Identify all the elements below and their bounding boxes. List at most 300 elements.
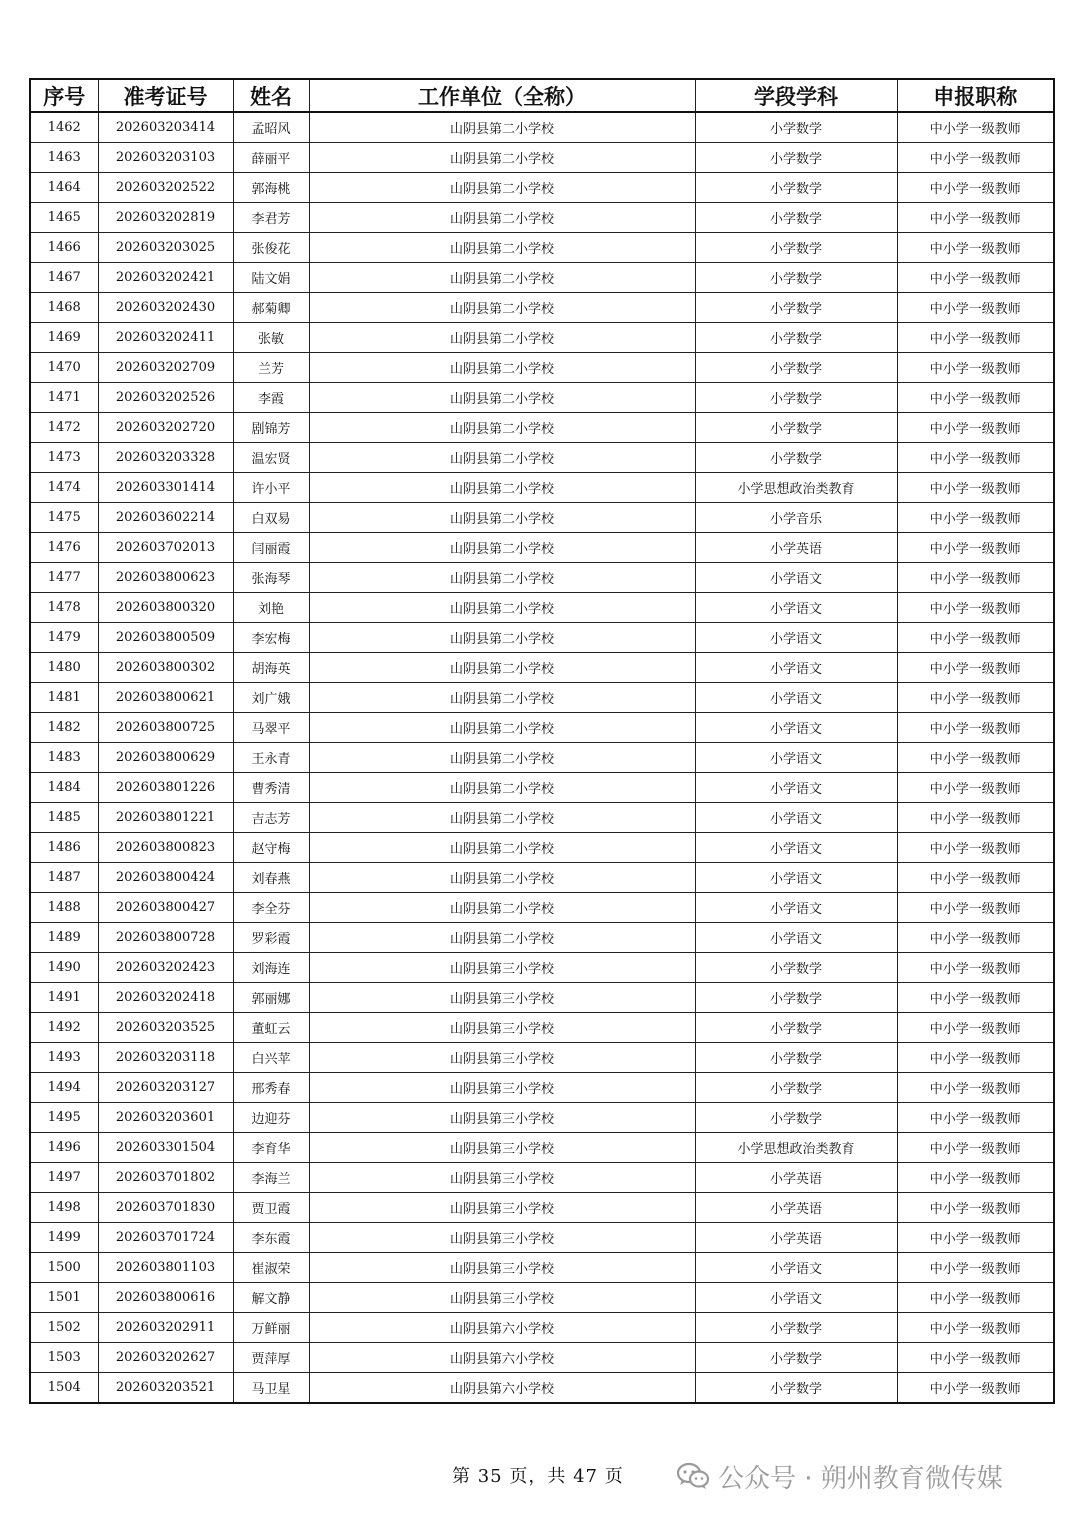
cell-work-unit: 山阴县第二小学校 <box>309 293 695 323</box>
cell-seq: 1468 <box>30 293 98 323</box>
table-row <box>30 143 1054 173</box>
cell-title: 中小学一级教师 <box>897 503 1054 533</box>
cell-title: 中小学一级教师 <box>897 1163 1054 1193</box>
cell-title: 中小学一级教师 <box>897 653 1054 683</box>
table-row <box>30 593 1054 623</box>
cell-seq: 1490 <box>30 953 98 983</box>
cell-title: 中小学一级教师 <box>897 1193 1054 1223</box>
cell-name: 邢秀春 <box>233 1073 309 1103</box>
cell-title: 中小学一级教师 <box>897 773 1054 803</box>
table-row <box>30 233 1054 263</box>
cell-exam-id: 202603202526 <box>98 383 233 413</box>
cell-work-unit: 山阴县第三小学校 <box>309 1073 695 1103</box>
cell-work-unit: 山阴县第二小学校 <box>309 563 695 593</box>
cell-title: 中小学一级教师 <box>897 1073 1054 1103</box>
cell-subject: 小学数学 <box>695 173 897 203</box>
page-number: 第 35 页，共 47 页 <box>452 1466 624 1487</box>
cell-subject: 小学音乐 <box>695 503 897 533</box>
cell-name: 郭丽娜 <box>233 983 309 1013</box>
cell-subject: 小学语文 <box>695 713 897 743</box>
cell-exam-id: 202603203328 <box>98 443 233 473</box>
cell-subject: 小学数学 <box>695 1343 897 1373</box>
cell-seq: 1475 <box>30 503 98 533</box>
cell-work-unit: 山阴县第二小学校 <box>309 923 695 953</box>
cell-exam-id: 202603800629 <box>98 743 233 773</box>
cell-seq: 1492 <box>30 1013 98 1043</box>
cell-seq: 1469 <box>30 323 98 353</box>
cell-seq: 1476 <box>30 533 98 563</box>
cell-title: 中小学一级教师 <box>897 1103 1054 1133</box>
table-row <box>30 953 1054 983</box>
table-row <box>30 1103 1054 1133</box>
header-name: 姓名 <box>233 79 309 112</box>
cell-title: 中小学一级教师 <box>897 863 1054 893</box>
cell-subject: 小学语文 <box>695 623 897 653</box>
header-seq: 序号 <box>30 79 98 112</box>
cell-name: 赵守梅 <box>233 833 309 863</box>
cell-name: 马翠平 <box>233 713 309 743</box>
cell-exam-id: 202603202709 <box>98 353 233 383</box>
cell-seq: 1502 <box>30 1313 98 1343</box>
cell-name: 王永青 <box>233 743 309 773</box>
cell-exam-id: 202603800728 <box>98 923 233 953</box>
cell-seq: 1496 <box>30 1133 98 1163</box>
cell-title: 中小学一级教师 <box>897 683 1054 713</box>
cell-work-unit: 山阴县第三小学校 <box>309 1043 695 1073</box>
cell-seq: 1466 <box>30 233 98 263</box>
cell-subject: 小学数学 <box>695 143 897 173</box>
cell-subject: 小学英语 <box>695 1223 897 1253</box>
cell-subject: 小学语文 <box>695 593 897 623</box>
header-exam-id: 准考证号 <box>98 79 233 112</box>
cell-title: 中小学一级教师 <box>897 473 1054 503</box>
cell-name: 吉志芳 <box>233 803 309 833</box>
cell-work-unit: 山阴县第二小学校 <box>309 743 695 773</box>
cell-name: 董虹云 <box>233 1013 309 1043</box>
cell-subject: 小学数学 <box>695 233 897 263</box>
cell-work-unit: 山阴县第二小学校 <box>309 353 695 383</box>
cell-subject: 小学数学 <box>695 323 897 353</box>
cell-title: 中小学一级教师 <box>897 203 1054 233</box>
table-row <box>30 1193 1054 1223</box>
cell-work-unit: 山阴县第三小学校 <box>309 1193 695 1223</box>
cell-name: 郝菊卿 <box>233 293 309 323</box>
cell-name: 曹秀清 <box>233 773 309 803</box>
cell-subject: 小学英语 <box>695 533 897 563</box>
cell-title: 中小学一级教师 <box>897 953 1054 983</box>
roster-table <box>29 78 1055 1404</box>
cell-exam-id: 202603702013 <box>98 533 233 563</box>
cell-title: 中小学一级教师 <box>897 803 1054 833</box>
cell-work-unit: 山阴县第二小学校 <box>309 443 695 473</box>
cell-work-unit: 山阴县第三小学校 <box>309 1013 695 1043</box>
table-row <box>30 473 1054 503</box>
cell-name: 万鲜丽 <box>233 1313 309 1343</box>
cell-subject: 小学数学 <box>695 1103 897 1133</box>
cell-exam-id: 202603701802 <box>98 1163 233 1193</box>
cell-exam-id: 202603800424 <box>98 863 233 893</box>
table-row <box>30 112 1054 143</box>
table-row <box>30 983 1054 1013</box>
cell-work-unit: 山阴县第二小学校 <box>309 653 695 683</box>
cell-seq: 1494 <box>30 1073 98 1103</box>
cell-name: 张海琴 <box>233 563 309 593</box>
cell-work-unit: 山阴县第三小学校 <box>309 1283 695 1313</box>
cell-name: 李育华 <box>233 1133 309 1163</box>
cell-subject: 小学英语 <box>695 1193 897 1223</box>
cell-work-unit: 山阴县第二小学校 <box>309 773 695 803</box>
cell-exam-id: 202603203521 <box>98 1373 233 1404</box>
table-row <box>30 323 1054 353</box>
cell-exam-id: 202603800320 <box>98 593 233 623</box>
cell-subject: 小学语文 <box>695 773 897 803</box>
cell-title: 中小学一级教师 <box>897 383 1054 413</box>
cell-name: 刘海连 <box>233 953 309 983</box>
cell-seq: 1480 <box>30 653 98 683</box>
header-title: 申报职称 <box>897 79 1054 112</box>
cell-title: 中小学一级教师 <box>897 1343 1054 1373</box>
table-row <box>30 1313 1054 1343</box>
cell-seq: 1486 <box>30 833 98 863</box>
cell-exam-id: 202603800823 <box>98 833 233 863</box>
cell-name: 陆文娟 <box>233 263 309 293</box>
cell-work-unit: 山阴县第三小学校 <box>309 1163 695 1193</box>
cell-title: 中小学一级教师 <box>897 1283 1054 1313</box>
cell-exam-id: 202603203414 <box>98 112 233 143</box>
cell-work-unit: 山阴县第二小学校 <box>309 503 695 533</box>
cell-exam-id: 202603203118 <box>98 1043 233 1073</box>
cell-name: 解文静 <box>233 1283 309 1313</box>
table-row <box>30 503 1054 533</box>
cell-title: 中小学一级教师 <box>897 563 1054 593</box>
table-row <box>30 713 1054 743</box>
cell-name: 罗彩霞 <box>233 923 309 953</box>
table-row <box>30 743 1054 773</box>
cell-name: 郭海桃 <box>233 173 309 203</box>
cell-exam-id: 202603801226 <box>98 773 233 803</box>
cell-subject: 小学数学 <box>695 413 897 443</box>
cell-title: 中小学一级教师 <box>897 743 1054 773</box>
cell-exam-id: 202603202421 <box>98 263 233 293</box>
cell-seq: 1462 <box>30 112 98 143</box>
table-row <box>30 443 1054 473</box>
cell-exam-id: 202603202720 <box>98 413 233 443</box>
cell-seq: 1482 <box>30 713 98 743</box>
cell-title: 中小学一级教师 <box>897 173 1054 203</box>
cell-exam-id: 202603800621 <box>98 683 233 713</box>
cell-subject: 小学数学 <box>695 953 897 983</box>
cell-subject: 小学语文 <box>695 803 897 833</box>
cell-seq: 1478 <box>30 593 98 623</box>
cell-name: 贾卫霞 <box>233 1193 309 1223</box>
cell-subject: 小学数学 <box>695 1373 897 1404</box>
cell-title: 中小学一级教师 <box>897 533 1054 563</box>
cell-subject: 小学语文 <box>695 923 897 953</box>
cell-title: 中小学一级教师 <box>897 593 1054 623</box>
cell-title: 中小学一级教师 <box>897 443 1054 473</box>
cell-work-unit: 山阴县第二小学校 <box>309 263 695 293</box>
cell-name: 闫丽霞 <box>233 533 309 563</box>
header-work-unit: 工作单位（全称） <box>309 79 695 112</box>
cell-subject: 小学语文 <box>695 743 897 773</box>
cell-exam-id: 202603800725 <box>98 713 233 743</box>
table-row <box>30 1013 1054 1043</box>
cell-name: 张敏 <box>233 323 309 353</box>
cell-exam-id: 202603800302 <box>98 653 233 683</box>
cell-name: 李海兰 <box>233 1163 309 1193</box>
table-row <box>30 623 1054 653</box>
cell-exam-id: 202603801103 <box>98 1253 233 1283</box>
cell-subject: 小学数学 <box>695 1013 897 1043</box>
cell-seq: 1497 <box>30 1163 98 1193</box>
table-header-row <box>30 79 1054 112</box>
cell-exam-id: 202603203601 <box>98 1103 233 1133</box>
cell-title: 中小学一级教师 <box>897 983 1054 1013</box>
table-body <box>30 112 1054 1403</box>
cell-title: 中小学一级教师 <box>897 143 1054 173</box>
cell-title: 中小学一级教师 <box>897 413 1054 443</box>
cell-name: 李全芬 <box>233 893 309 923</box>
cell-title: 中小学一级教师 <box>897 293 1054 323</box>
cell-title: 中小学一级教师 <box>897 893 1054 923</box>
cell-name: 李宏梅 <box>233 623 309 653</box>
cell-seq: 1498 <box>30 1193 98 1223</box>
table-row <box>30 1073 1054 1103</box>
cell-subject: 小学语文 <box>695 893 897 923</box>
cell-work-unit: 山阴县第二小学校 <box>309 173 695 203</box>
table-row <box>30 563 1054 593</box>
cell-exam-id: 202603202418 <box>98 983 233 1013</box>
cell-exam-id: 202603202627 <box>98 1343 233 1373</box>
cell-exam-id: 202603203103 <box>98 143 233 173</box>
table-row <box>30 1343 1054 1373</box>
cell-seq: 1467 <box>30 263 98 293</box>
page-footer <box>0 1458 1080 1494</box>
cell-subject: 小学数学 <box>695 443 897 473</box>
cell-subject: 小学数学 <box>695 263 897 293</box>
cell-work-unit: 山阴县第二小学校 <box>309 533 695 563</box>
cell-seq: 1472 <box>30 413 98 443</box>
cell-seq: 1485 <box>30 803 98 833</box>
cell-exam-id: 202603800509 <box>98 623 233 653</box>
cell-exam-id: 202603701724 <box>98 1223 233 1253</box>
cell-seq: 1473 <box>30 443 98 473</box>
cell-work-unit: 山阴县第二小学校 <box>309 323 695 353</box>
cell-work-unit: 山阴县第二小学校 <box>309 112 695 143</box>
cell-name: 温宏贤 <box>233 443 309 473</box>
cell-subject: 小学语文 <box>695 863 897 893</box>
cell-seq: 1495 <box>30 1103 98 1133</box>
cell-seq: 1470 <box>30 353 98 383</box>
cell-title: 中小学一级教师 <box>897 263 1054 293</box>
cell-work-unit: 山阴县第二小学校 <box>309 623 695 653</box>
cell-exam-id: 202603202911 <box>98 1313 233 1343</box>
table-row <box>30 1043 1054 1073</box>
cell-seq: 1464 <box>30 173 98 203</box>
cell-exam-id: 202603202423 <box>98 953 233 983</box>
cell-seq: 1463 <box>30 143 98 173</box>
cell-name: 兰芳 <box>233 353 309 383</box>
cell-exam-id: 202603602214 <box>98 503 233 533</box>
cell-subject: 小学数学 <box>695 983 897 1013</box>
cell-exam-id: 202603203025 <box>98 233 233 263</box>
cell-work-unit: 山阴县第三小学校 <box>309 1103 695 1133</box>
table-row <box>30 803 1054 833</box>
cell-name: 白双易 <box>233 503 309 533</box>
table-row <box>30 1163 1054 1193</box>
cell-subject: 小学语文 <box>695 653 897 683</box>
cell-name: 李东霞 <box>233 1223 309 1253</box>
table-row <box>30 1133 1054 1163</box>
cell-title: 中小学一级教师 <box>897 833 1054 863</box>
cell-title: 中小学一级教师 <box>897 1313 1054 1343</box>
cell-seq: 1465 <box>30 203 98 233</box>
cell-title: 中小学一级教师 <box>897 923 1054 953</box>
cell-work-unit: 山阴县第二小学校 <box>309 863 695 893</box>
table-row <box>30 353 1054 383</box>
cell-subject: 小学数学 <box>695 203 897 233</box>
cell-exam-id: 202603800623 <box>98 563 233 593</box>
cell-subject: 小学数学 <box>695 1073 897 1103</box>
cell-subject: 小学思想政治类教育 <box>695 473 897 503</box>
table-row <box>30 653 1054 683</box>
table-row <box>30 863 1054 893</box>
cell-name: 薛丽平 <box>233 143 309 173</box>
cell-seq: 1481 <box>30 683 98 713</box>
cell-seq: 1479 <box>30 623 98 653</box>
cell-name: 崔淑荣 <box>233 1253 309 1283</box>
watermark-text: 公众号 · 朔州教育微传媒 <box>718 1463 1003 1494</box>
cell-name: 李霞 <box>233 383 309 413</box>
cell-name: 胡海英 <box>233 653 309 683</box>
table-row <box>30 383 1054 413</box>
cell-name: 刘艳 <box>233 593 309 623</box>
cell-seq: 1501 <box>30 1283 98 1313</box>
cell-work-unit: 山阴县第六小学校 <box>309 1313 695 1343</box>
cell-exam-id: 202603202411 <box>98 323 233 353</box>
cell-seq: 1488 <box>30 893 98 923</box>
table-row <box>30 1253 1054 1283</box>
cell-subject: 小学语文 <box>695 1283 897 1313</box>
cell-subject: 小学数学 <box>695 1043 897 1073</box>
cell-work-unit: 山阴县第三小学校 <box>309 953 695 983</box>
cell-work-unit: 山阴县第二小学校 <box>309 413 695 443</box>
table-row <box>30 203 1054 233</box>
cell-title: 中小学一级教师 <box>897 112 1054 143</box>
watermark <box>676 1458 1003 1494</box>
table-row <box>30 263 1054 293</box>
cell-subject: 小学数学 <box>695 112 897 143</box>
cell-work-unit: 山阴县第六小学校 <box>309 1343 695 1373</box>
table-row <box>30 1223 1054 1253</box>
table-row <box>30 683 1054 713</box>
cell-seq: 1487 <box>30 863 98 893</box>
cell-seq: 1477 <box>30 563 98 593</box>
cell-seq: 1474 <box>30 473 98 503</box>
cell-seq: 1483 <box>30 743 98 773</box>
cell-exam-id: 202603202430 <box>98 293 233 323</box>
table-row <box>30 1283 1054 1313</box>
table-row <box>30 413 1054 443</box>
cell-exam-id: 202603203127 <box>98 1073 233 1103</box>
cell-seq: 1491 <box>30 983 98 1013</box>
cell-work-unit: 山阴县第三小学校 <box>309 1223 695 1253</box>
cell-exam-id: 202603301414 <box>98 473 233 503</box>
table-row <box>30 173 1054 203</box>
cell-exam-id: 202603800427 <box>98 893 233 923</box>
cell-subject: 小学语文 <box>695 683 897 713</box>
table-row <box>30 773 1054 803</box>
cell-title: 中小学一级教师 <box>897 1253 1054 1283</box>
cell-exam-id: 202603801221 <box>98 803 233 833</box>
cell-exam-id: 202603701830 <box>98 1193 233 1223</box>
table-row <box>30 293 1054 323</box>
wechat-icon <box>676 1462 710 1490</box>
cell-work-unit: 山阴县第六小学校 <box>309 1373 695 1404</box>
cell-work-unit: 山阴县第二小学校 <box>309 683 695 713</box>
cell-seq: 1500 <box>30 1253 98 1283</box>
cell-title: 中小学一级教师 <box>897 1223 1054 1253</box>
cell-title: 中小学一级教师 <box>897 1133 1054 1163</box>
cell-name: 贾萍厚 <box>233 1343 309 1373</box>
cell-seq: 1503 <box>30 1343 98 1373</box>
table-row <box>30 533 1054 563</box>
cell-exam-id: 202603800616 <box>98 1283 233 1313</box>
cell-name: 李君芳 <box>233 203 309 233</box>
cell-subject: 小学数学 <box>695 1313 897 1343</box>
cell-work-unit: 山阴县第二小学校 <box>309 383 695 413</box>
cell-name: 张俊花 <box>233 233 309 263</box>
cell-work-unit: 山阴县第二小学校 <box>309 203 695 233</box>
table-row <box>30 833 1054 863</box>
cell-subject: 小学数学 <box>695 383 897 413</box>
cell-exam-id: 202603301504 <box>98 1133 233 1163</box>
cell-title: 中小学一级教师 <box>897 1043 1054 1073</box>
header-subject: 学段学科 <box>695 79 897 112</box>
cell-name: 许小平 <box>233 473 309 503</box>
cell-exam-id: 202603202819 <box>98 203 233 233</box>
cell-name: 边迎芬 <box>233 1103 309 1133</box>
cell-work-unit: 山阴县第二小学校 <box>309 893 695 923</box>
cell-title: 中小学一级教师 <box>897 353 1054 383</box>
cell-title: 中小学一级教师 <box>897 323 1054 353</box>
cell-name: 孟昭风 <box>233 112 309 143</box>
cell-name: 剧锦芳 <box>233 413 309 443</box>
cell-exam-id: 202603203525 <box>98 1013 233 1043</box>
cell-seq: 1471 <box>30 383 98 413</box>
cell-seq: 1489 <box>30 923 98 953</box>
cell-seq: 1504 <box>30 1373 98 1404</box>
cell-work-unit: 山阴县第二小学校 <box>309 143 695 173</box>
cell-subject: 小学语文 <box>695 833 897 863</box>
cell-subject: 小学数学 <box>695 353 897 383</box>
cell-title: 中小学一级教师 <box>897 233 1054 263</box>
cell-subject: 小学语文 <box>695 1253 897 1283</box>
cell-name: 刘春燕 <box>233 863 309 893</box>
cell-work-unit: 山阴县第二小学校 <box>309 833 695 863</box>
cell-work-unit: 山阴县第二小学校 <box>309 593 695 623</box>
cell-name: 马卫星 <box>233 1373 309 1404</box>
cell-work-unit: 山阴县第二小学校 <box>309 713 695 743</box>
cell-title: 中小学一级教师 <box>897 1373 1054 1404</box>
table-row <box>30 923 1054 953</box>
cell-seq: 1484 <box>30 773 98 803</box>
cell-work-unit: 山阴县第二小学校 <box>309 473 695 503</box>
cell-subject: 小学数学 <box>695 293 897 323</box>
cell-title: 中小学一级教师 <box>897 1013 1054 1043</box>
cell-title: 中小学一级教师 <box>897 623 1054 653</box>
cell-work-unit: 山阴县第三小学校 <box>309 983 695 1013</box>
